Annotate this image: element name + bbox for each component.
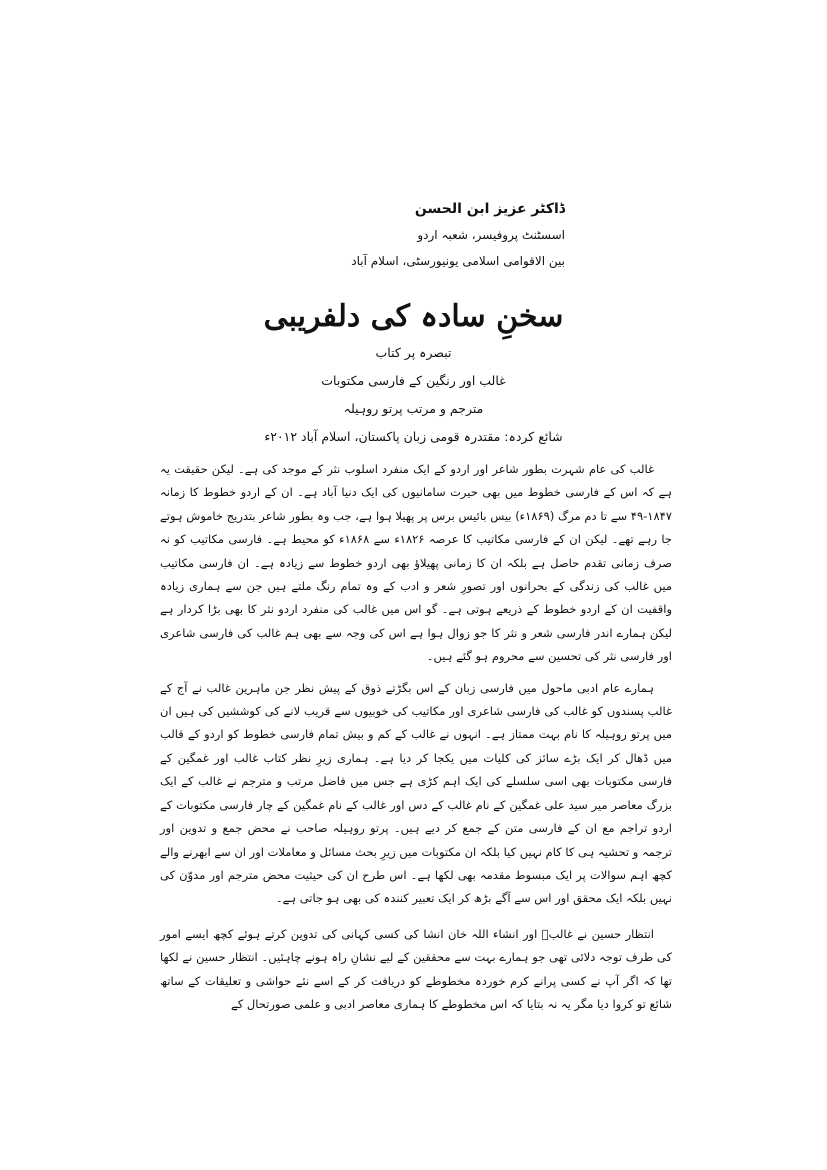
paragraph: انتظار حسین نے غالبؔ اور انشاء اللہ خان انشا کی کسی کہانی کی تدوین کرتے ہوئے کچھ ایسے امور کی طرف توجہ دلائی تھی جو ہمارے بہت سے محققین کے لیے نشانِ راہ ہونے چاہئیں۔ انتظار حسین نے لکھا تھا کہ اگر آپ نے کسی پرانے کرم خوردہ مخطوطے کو دریافت کر کے اسے نئے حواشی و تعلیقات کے ساتھ شائع تو کروا دیا مگر یہ نہ بتایا کہ اس مخطوطے کا ہماری معاصر ادبی و علمی صورتحال کے: [160, 926, 672, 1011]
book-title: غالب اور رنگین کے فارسی مکتوبات: [321, 373, 506, 388]
paragraph: غالب کی عام شہرت بطور شاعر اور اردو کے ایک منفرد اسلوب نثر کے موجد کی ہے۔ لیکن حقیقت یہ ہے کہ اس کے فارسی خطوط میں بھی حیرت سامانیوں کی ایک دنیا آباد ہے۔ ان کے اردو خطوط کا زمانہ ۱۸۴۷-۴۹ سے تا دم مرگ (۱۸۶۹ء) بیس بائیس برس پر پھیلا ہوا ہے، جب وہ بطور شاعر بتدریج خاموش ہوتے جا رہے تھے۔ لیکن ان کے فارسی مکاتیب کا عرصہ ۱۸۲۶ء سے ۱۸۶۸ء کو محیط ہے۔ فارسی مکاتیب کو نہ صرف زمانی تقدم حاصل ہے بلکہ ان کا زمانی پھیلاؤ بھی اردو خطوط سے زیادہ ہے۔ ان فارسی مکاتیب میں غالب کی زندگی کے بحرانوں اور تصورِ شعر و ادب کے وہ تمام رنگ ملتے ہیں جن سے ہماری زیادہ واقفیت ان کے اردو خطوط کے ذریعے ہوتی ہے۔ گو اس میں غالب کی منفرد اردو نثر کا بھی بڑا کردار ہے لیکن ہمارے اندر فارسی شعر و نثر کا جو زوال ہوا ہے اس کی وجہ سے بھی ہم غالب کی فارسی شاعری اور فارسی نثر کی تحسین سے محروم ہو گئے ہیں۔: [160, 462, 672, 664]
article-title: سخنِ سادہ کی دلفریبی: [263, 299, 564, 334]
editor-line: مترجم و مرتب پرتو روہیلہ: [343, 401, 484, 416]
paragraph: ہمارے عام ادبی ماحول میں فارسی زبان کے اس بگڑتے ذوق کے پیش نظر جن ماہرین غالب نے آج کے غالب پسندوں کو غالب کی فارسی شاعری اور مکاتیب کی خوبیوں سے قریب لانے کی کوششیں کی ہیں ان میں پرتو روہیلہ کا نام بہت ممتاز ہے۔ انہوں نے غالب کے کم و بیش تمام فارسی خطوط کو اردو کے قالب میں ڈھال کر ایک بڑے سائز کی کلیات میں یکجا کر دیا ہے۔ ہماری زیرِ نظر کتاب غالب اور غمگین کے فارسی مکتوبات بھی اسی سلسلے کی ایک اہم کڑی ہے جس میں فاضل مرتب و مترجم نے غالب کے ایک بزرگ معاصر میر سید علی غمگین کے نام غالب کے دس اور غالب کے نام غمگین کے چار فارسی مکتوبات کے اردو تراجم مع ان کے فارسی متن کے جمع کر دیے ہیں۔ پرتو روہیلہ صاحب نے محض جمع و تدوین اور ترجمہ و تحشیہ ہی کا کام نہیں کیا بلکہ ان مکتوبات میں زیرِ بحث مسائل و معاملات اور ان سے ابھرنے والے کچھ اہم سوالات پر ایک مبسوط مقدمہ بھی لکھا ہے۔ اس طرح ان کی حیثیت محض مترجم اور مدوّن کی نہیں بلکہ ایک محقق اور اس سے آگے بڑھ کر ایک تعبیر کنندہ کی بھی ہو جاتی ہے۔: [160, 680, 672, 906]
article-body: [160, 458, 672, 1026]
author-institution: بین الاقوامی اسلامی یونیورسٹی، اسلام آباد: [351, 254, 565, 268]
author-name: ڈاکٹر عزیز ابن الحسن: [414, 201, 565, 217]
review-label: تبصرہ پر کتاب: [375, 345, 452, 360]
author-block: [351, 196, 565, 274]
publisher-line: شائع کردہ: مقتدرہ قومی زبان پاکستان، اسلام آباد ۲۰۱۲ء: [264, 429, 563, 444]
author-position: اسسٹنٹ پروفیسر، شعبہ اردو: [417, 228, 565, 242]
